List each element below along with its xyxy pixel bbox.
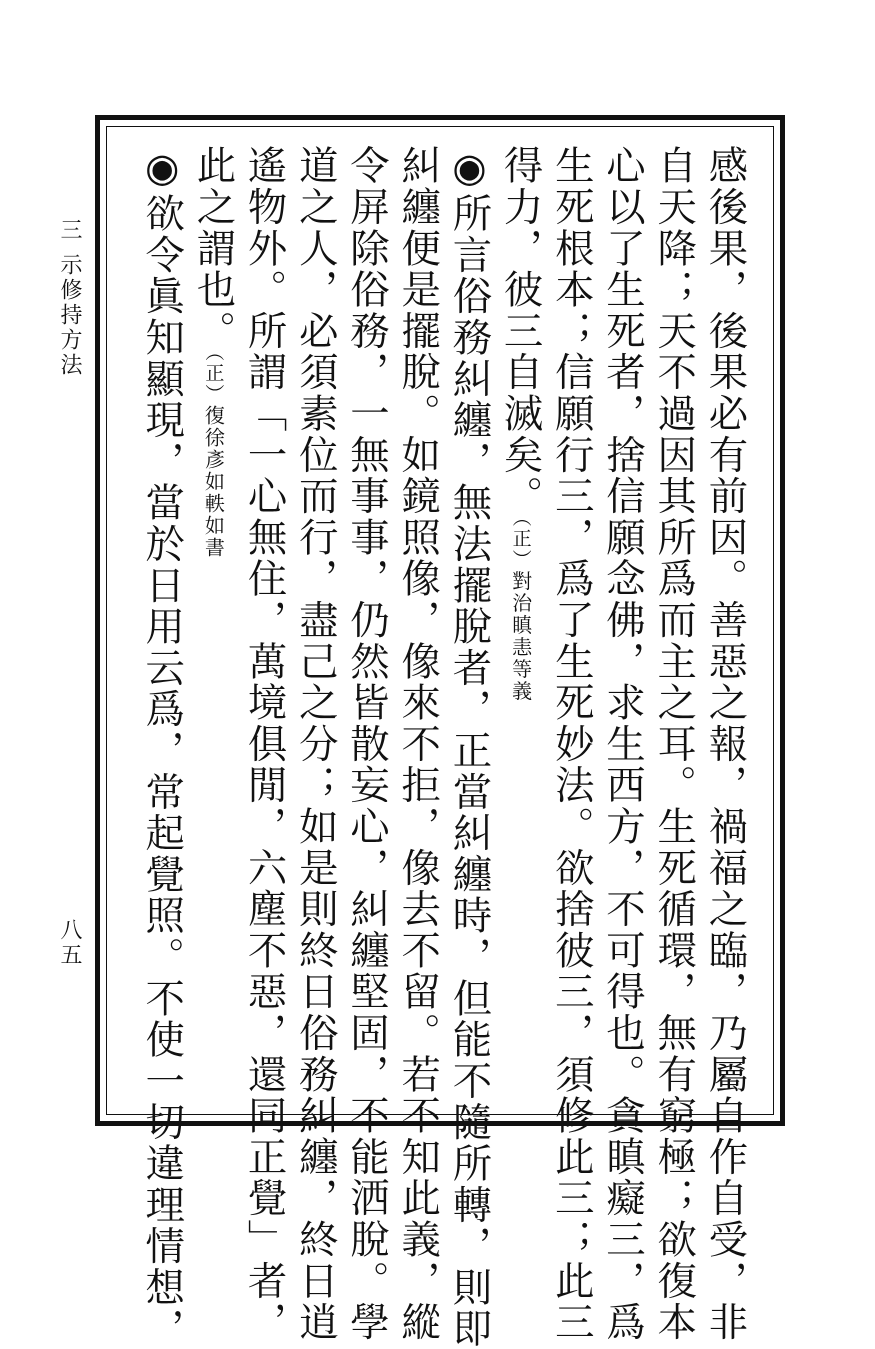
column-text: 此之謂也。	[190, 145, 237, 352]
bullet-mark: ◉	[139, 145, 186, 193]
page-number: 八五	[57, 918, 82, 968]
column-text: 感後果，後果必有前因。善惡之報，禍福之臨，乃屬自作自受，非	[702, 145, 749, 1343]
source-mark: （正）	[202, 351, 225, 405]
bullet-mark: ◉	[446, 145, 493, 193]
text-column	[241, 145, 288, 1343]
column-text: 所言俗務糾纏，無法擺脫者，正當糾纏時，但能不隨所轉，則即	[446, 192, 493, 1349]
column-text: 遙物外。所謂「一心無住，萬境俱閒，六塵不惡，還同正覺」者，	[241, 145, 288, 1343]
column-text: 欲令眞知顯現，當於日用云爲，常起覺照。不使一切違理情想，	[139, 192, 186, 1349]
text-column	[139, 145, 186, 1349]
source-note: 對治瞋恚等義	[508, 570, 533, 703]
column-text: 道之人，必須素位而行，盡己之分；如是則終日俗務糾纏，終日逍	[292, 145, 339, 1343]
text-column	[548, 145, 595, 1343]
text-column	[190, 145, 237, 559]
text-column	[651, 145, 698, 1343]
text-column	[600, 145, 646, 1343]
text-column	[446, 145, 493, 1349]
column-text: 生死根本；信願行三，爲了生死妙法。欲捨彼三，須修此三；此三	[548, 145, 595, 1343]
text-column	[497, 145, 544, 703]
column-text: 糾纏便是擺脫。如鏡照像，像來不拒，像去不留。若不知此義，縱	[395, 145, 442, 1343]
column-text: 得力，彼三自滅矣。	[497, 145, 544, 517]
source-note: 復徐彥如軼如書	[201, 405, 226, 559]
running-header: 三 示修持方法	[57, 218, 82, 378]
text-column	[395, 145, 442, 1343]
text-column	[292, 145, 339, 1343]
column-text: 心以了生死者，捨信願念佛，求生西方，不可得也。貪瞋癡三，爲	[600, 145, 646, 1343]
column-text: 令屏除俗務，一無事事，仍然皆散妄心，糾纏堅固，不能洒脫。學	[344, 145, 390, 1343]
text-column	[344, 145, 390, 1343]
text-column	[702, 145, 749, 1343]
source-mark: （正）	[509, 516, 532, 571]
column-text: 自天降；天不過因其所爲而主之耳。生死循環，無有窮極；欲復本	[651, 145, 698, 1343]
